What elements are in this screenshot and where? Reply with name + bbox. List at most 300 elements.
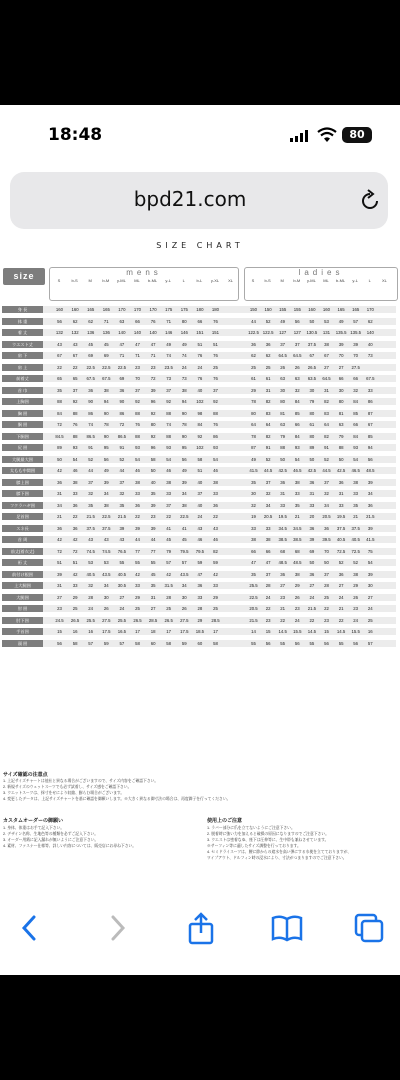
mens-cell: 24 <box>119 606 125 611</box>
mens-cell: 27.5 <box>102 617 111 623</box>
mens-cell: 78 <box>181 422 187 427</box>
ladies-cell: 29 <box>294 583 300 588</box>
mens-cell: 88 <box>166 410 172 416</box>
ladies-cell: 88 <box>338 445 344 450</box>
ladies-cell: 63 <box>280 376 286 381</box>
mens-cell: 92 <box>135 399 140 404</box>
mens-cell: 38 <box>181 387 187 393</box>
mens-cell: 49 <box>166 341 172 347</box>
ladies-cell: 50 <box>324 560 329 565</box>
mens-cell: 23 <box>150 364 156 370</box>
ladies-cell: 23 <box>294 606 300 611</box>
ladies-cell: 24 <box>353 617 359 623</box>
mens-cell: 40.5 <box>86 571 95 577</box>
ladies-cell: 25 <box>265 364 271 370</box>
mens-cell: 47 <box>135 341 140 347</box>
tabs-icon[interactable] <box>352 911 386 945</box>
ladies-cell: 48.5 <box>278 560 287 565</box>
row-label: 前付け根囲 <box>2 571 43 578</box>
mens-cell: 69 <box>119 376 125 381</box>
ladies-cell: 30 <box>280 387 286 393</box>
ladies-cell: 55 <box>309 640 315 646</box>
ladies-cell: 63.5 <box>307 376 317 381</box>
ladies-cell: 23 <box>324 617 329 623</box>
mens-cell: 67 <box>72 353 78 358</box>
ladies-size-header: b-M <box>293 278 301 283</box>
mens-cell: 30.5 <box>117 583 127 588</box>
mens-cell: 37 <box>88 479 94 485</box>
row-label: 頭 囲 <box>2 640 43 647</box>
row-label: フクラハギ囲 <box>2 502 43 509</box>
ladies-cell: 62 <box>367 318 373 324</box>
ladies-cell: 93 <box>294 445 300 450</box>
ladies-cell: 15.5 <box>293 629 302 634</box>
mens-cell: 39 <box>135 525 140 531</box>
mens-cell: 92 <box>197 433 203 439</box>
ladies-cell: 31 <box>280 491 286 496</box>
mens-cell: 29 <box>213 594 218 600</box>
mens-cell: 29 <box>197 617 203 623</box>
ladies-cell: 52 <box>353 560 359 565</box>
mens-cell: 76 <box>213 353 218 358</box>
mens-cell: 36 <box>197 583 203 588</box>
ladies-cell: 22 <box>309 617 315 623</box>
ladies-cell: 155 <box>279 307 287 312</box>
row-label: 尻 囲 <box>2 444 43 451</box>
mens-cell: 36 <box>119 387 125 393</box>
mens-cell: 35 <box>150 491 156 496</box>
ladies-cell: 165 <box>337 307 345 312</box>
mens-cell: 91 <box>119 445 125 450</box>
mens-cell: 45 <box>88 341 94 347</box>
mens-cell: 57 <box>166 560 172 565</box>
mens-cell: 51 <box>213 341 218 347</box>
mens-cell: 59 <box>181 640 187 646</box>
ladies-cell: 87 <box>367 410 373 416</box>
mens-cell: 40 <box>197 479 203 485</box>
ladies-cell: 83 <box>324 410 329 416</box>
mens-cell: 95 <box>103 445 109 450</box>
mens-cell: 76 <box>197 376 203 381</box>
ladies-cell: 78 <box>251 399 256 404</box>
mens-cell: 43 <box>213 525 218 531</box>
mens-cell: 66 <box>197 318 203 324</box>
ladies-cell: 80 <box>309 410 315 416</box>
mens-cell: 22 <box>72 514 78 519</box>
mens-cell: 45 <box>181 537 187 542</box>
forward-icon[interactable] <box>100 911 134 945</box>
mens-cell: 26.5 <box>70 617 80 623</box>
ladies-cell: 73 <box>367 353 373 358</box>
mens-cell: 65 <box>57 376 62 381</box>
mens-cell: 67.5 <box>86 376 95 381</box>
mens-cell: 43 <box>88 537 94 542</box>
mens-cell: 151 <box>196 330 204 335</box>
ladies-cell: 53 <box>324 318 329 324</box>
mens-cell: 38 <box>166 479 172 485</box>
ladies-cell: 34.5 <box>293 525 302 531</box>
ladies-cell: 86 <box>367 399 373 404</box>
ladies-cell: 41.5 <box>249 468 258 473</box>
ladies-cell: 83 <box>265 410 271 416</box>
ladies-cell: 38 <box>251 537 256 542</box>
mens-cell: 146 <box>180 330 188 335</box>
ladies-cell: 22 <box>338 617 344 623</box>
ladies-cell: 55 <box>280 640 286 646</box>
mens-cell: 46 <box>72 468 78 473</box>
mens-cell: 74.5 <box>102 548 111 554</box>
battery-indicator: 80 <box>342 127 372 143</box>
ladies-cell: 31 <box>265 387 271 393</box>
mens-cell: 36 <box>88 387 94 393</box>
ladies-cell: 33 <box>338 502 344 508</box>
mens-cell: 146 <box>165 330 173 335</box>
mens-cell: 58 <box>166 640 172 646</box>
ladies-cell: 14.5 <box>307 629 317 634</box>
mens-cell: 27 <box>119 594 125 600</box>
ladies-cell: 66 <box>265 548 271 554</box>
ladies-cell: 36 <box>265 341 271 347</box>
mens-cell: 79.5 <box>180 548 189 554</box>
ladies-cell: 23 <box>280 594 286 600</box>
mens-cell: 88 <box>72 410 78 416</box>
ladies-cell: 38 <box>294 571 300 577</box>
ladies-cell: 160 <box>308 307 316 312</box>
row-label: 着 丈 <box>2 329 43 336</box>
ladies-cell: 26 <box>353 594 359 600</box>
mens-cell: 58 <box>197 456 203 462</box>
note-line: 2. 脱着時に強い力を加えると破損の原因になりますのでご注意下さい。 <box>207 832 329 836</box>
mens-cell: 42 <box>57 468 62 473</box>
mens-cell: 90 <box>88 399 94 404</box>
ladies-cell: 21.5 <box>249 617 258 623</box>
wifi-icon <box>317 127 337 143</box>
ladies-cell: 36 <box>309 571 315 577</box>
ladies-cell: 67 <box>367 422 373 427</box>
mens-cell: 62 <box>72 318 78 324</box>
ladies-cell: 80 <box>338 399 344 404</box>
mens-cell: 132 <box>55 330 64 335</box>
ladies-cell: 30 <box>338 387 344 393</box>
mens-cell: 79 <box>166 548 172 554</box>
row-label: 足首囲 <box>2 513 43 520</box>
note-line: 3. ウエストは密着なゆ、座下は圧伸等に、生中帯も兼ねさせています。 <box>207 838 329 842</box>
ladies-cell: 127 <box>293 330 301 335</box>
mens-cell: 59 <box>213 560 218 565</box>
ladies-cell: 25 <box>251 364 256 370</box>
ladies-cell: 56 <box>294 318 300 324</box>
ladies-cell: 50 <box>309 318 315 324</box>
ladies-cell: 27 <box>367 594 373 600</box>
mens-cell: 32 <box>88 583 94 588</box>
ladies-cell: 24 <box>265 594 271 600</box>
mens-cell: 58 <box>150 456 156 462</box>
ladies-cell: 80 <box>280 399 286 404</box>
mens-cell: 22 <box>72 364 78 370</box>
ladies-cell: 34 <box>265 502 271 508</box>
mens-cell: 170 <box>118 307 126 312</box>
ladies-cell: 32 <box>353 387 359 393</box>
mens-cell: 92 <box>150 410 156 416</box>
ladies-cell: 22.5 <box>249 594 258 600</box>
ladies-cell: 25 <box>367 617 373 623</box>
ladies-cell: 14.5 <box>336 629 346 634</box>
ladies-cell: 37 <box>265 571 271 577</box>
ladies-cell: 84 <box>353 433 359 439</box>
share-icon[interactable] <box>184 911 218 945</box>
mens-cell: 17 <box>135 629 140 634</box>
mens-cell: 92 <box>213 399 218 404</box>
ladies-cell: 68 <box>294 548 300 554</box>
ladies-cell: 80 <box>309 433 315 439</box>
row-label: 膝上囲 <box>2 479 43 486</box>
mens-cell: 52 <box>119 456 125 462</box>
mens-cell: 74 <box>181 353 187 358</box>
mens-cell: 92 <box>150 433 156 439</box>
mens-cell: 62 <box>88 318 94 324</box>
mens-cell: 74 <box>166 422 172 427</box>
row-label: スネ長 <box>2 525 43 532</box>
ladies-cell: 93 <box>353 445 359 450</box>
bookmarks-icon[interactable] <box>270 911 304 945</box>
mens-cell: 23 <box>150 514 156 519</box>
ladies-cell: 165 <box>352 307 360 312</box>
mens-cell: 33 <box>213 491 218 496</box>
ladies-cell: 61 <box>265 376 271 381</box>
mens-cell: 30 <box>181 594 187 600</box>
mens-cell: 33 <box>135 583 140 588</box>
back-icon[interactable] <box>14 911 48 945</box>
ladies-cell: 21.5 <box>307 606 317 611</box>
mens-cell: 36 <box>57 525 62 531</box>
mens-cell: 46 <box>166 468 172 473</box>
mens-cell: 42 <box>72 537 78 542</box>
mens-cell: 71 <box>119 353 125 358</box>
ladies-cell: 39 <box>367 525 373 531</box>
ladies-cell: 79 <box>338 433 344 439</box>
mens-cell: 94 <box>181 399 187 404</box>
mens-cell: 36 <box>72 502 78 508</box>
ladies-cell: 24 <box>338 594 344 600</box>
mens-cell: 25.5 <box>86 617 95 623</box>
address-bar[interactable] <box>10 172 388 229</box>
mens-cell: 31 <box>57 583 62 588</box>
mens-cell: 45 <box>103 341 109 347</box>
mens-cell: 45 <box>166 537 172 542</box>
size-chart-page <box>0 233 400 928</box>
mens-cell: 33 <box>72 491 78 496</box>
mens-cell: 38 <box>72 479 78 485</box>
mens-cell: 73 <box>181 376 187 381</box>
ladies-cell: 34 <box>367 491 373 496</box>
mens-cell: 39 <box>150 525 156 531</box>
mens-cell: 28 <box>88 594 94 600</box>
mens-cell: 86.5 <box>117 433 127 439</box>
mens-cell: 35 <box>150 583 156 588</box>
note-line: 4. 素材、ファスナー仕様等、詳しい内容については、販売店にお尋ね下さい。 <box>3 844 137 848</box>
mens-cell: 25.5 <box>117 617 127 623</box>
mens-cell: 72 <box>57 422 62 427</box>
mens-cell: 36 <box>72 525 78 531</box>
mens-size-header: y-XL <box>210 278 220 283</box>
mens-cell: 94 <box>103 399 109 404</box>
ladies-cell: 37.5 <box>307 341 317 347</box>
ladies-cell: 21.5 <box>366 514 375 519</box>
mens-cell: 42 <box>166 571 172 577</box>
ladies-cell: 27 <box>338 583 344 588</box>
mens-cell: 42 <box>57 537 62 542</box>
ladies-size-header: XL <box>381 278 387 283</box>
ladies-cell: 48.5 <box>293 560 302 565</box>
ladies-cell: 26.5 <box>307 364 317 370</box>
mens-cell: 72 <box>119 422 125 427</box>
ladies-cell: 21 <box>338 606 344 611</box>
mens-size-header: y-ML <box>116 278 126 283</box>
ladies-cell: 35 <box>294 502 300 508</box>
mens-cell: 38 <box>135 479 140 485</box>
mens-cell: 93 <box>135 445 140 450</box>
ladies-cell: 70 <box>338 353 344 358</box>
note-line: 4. セミドライスーツは、腰に節からの遮水を高い弾にする水使を立てておりますが、 <box>207 850 352 854</box>
mens-cell: 16 <box>88 629 94 634</box>
mens-cell: 16.5 <box>117 629 127 634</box>
mens-cell: 44 <box>119 468 125 473</box>
mens-cell: 43 <box>119 537 125 542</box>
ladies-size-header: L <box>368 278 371 283</box>
reload-icon[interactable] <box>360 189 382 213</box>
mens-cell: 53 <box>103 560 109 565</box>
mens-cell: 37 <box>166 502 172 508</box>
mens-cell: 40 <box>150 479 156 485</box>
mens-cell: 31 <box>57 491 62 496</box>
row-label: ウエスト丈 <box>2 341 43 348</box>
size-notes-title: サイズ確認の注意点 <box>3 772 48 778</box>
mens-cell: 96 <box>150 445 156 450</box>
ladies-cell: 33 <box>251 525 256 531</box>
mens-cell: 24 <box>197 514 203 519</box>
ladies-cell: 28 <box>265 583 271 588</box>
ladies-cell: 66 <box>251 548 256 554</box>
mens-cell: 16 <box>72 629 78 634</box>
mens-cell: 23.5 <box>164 364 173 370</box>
mens-cell: 67 <box>57 353 62 358</box>
mens-size-header: L <box>182 278 185 283</box>
row-label: 首 巾 <box>2 387 43 394</box>
mens-size-header: S <box>57 278 61 283</box>
mens-cell: 33 <box>166 491 172 496</box>
mens-cell: 22.5 <box>117 364 127 370</box>
mens-cell: 41 <box>166 525 172 531</box>
ladies-cell: 35 <box>251 479 256 485</box>
ladies-cell: 50 <box>309 560 315 565</box>
ladies-cell: 130.5 <box>306 330 318 335</box>
status-bar <box>0 105 400 167</box>
mens-cell: 165 <box>87 307 95 312</box>
mens-cell: 175 <box>180 307 188 312</box>
ladies-cell: 50 <box>280 456 286 462</box>
mens-cell: 57 <box>181 560 187 565</box>
ladies-cell: 37.5 <box>351 525 360 531</box>
ladies-cell: 30 <box>251 491 256 496</box>
ladies-cell: 37.5 <box>336 525 346 531</box>
mens-cell: 46 <box>213 468 218 473</box>
ladies-cell: 39 <box>367 479 373 485</box>
mens-cell: 76 <box>213 318 218 324</box>
ladies-cell: 80 <box>251 410 256 416</box>
mens-cell: 165 <box>102 307 110 312</box>
mens-cell: 53 <box>88 560 94 565</box>
ladies-cell: 82 <box>265 433 271 439</box>
mens-cell: 59 <box>197 560 203 565</box>
mens-cell: 40.5 <box>117 571 127 577</box>
ladies-cell: 29 <box>251 387 256 393</box>
ladies-cell: 32 <box>265 491 271 496</box>
ladies-cell: 42.5 <box>336 468 346 473</box>
mens-cell: 33 <box>135 491 140 496</box>
mens-cell: 17.5 <box>102 629 111 634</box>
mens-cell: 73 <box>166 376 172 381</box>
mens-cell: 70 <box>135 376 140 381</box>
mens-cell: 22.5 <box>180 514 189 519</box>
ladies-cell: 47 <box>265 560 271 565</box>
mens-cell: 57 <box>88 640 94 646</box>
ladies-cell: 56 <box>324 640 329 646</box>
mens-cell: 102 <box>196 445 204 450</box>
ladies-cell: 15 <box>324 629 329 634</box>
url-text[interactable]: bpd21.com <box>133 187 247 211</box>
mens-cell: 40 <box>197 502 203 508</box>
ladies-cell: 150 <box>249 307 258 312</box>
ladies-cell: 56 <box>265 640 271 646</box>
mens-cell: 18.5 <box>195 629 205 634</box>
ladies-cell: 39 <box>353 341 359 347</box>
ladies-cell: 57 <box>367 640 373 646</box>
ladies-cell: 26 <box>280 364 286 370</box>
mens-cell: 76 <box>213 376 218 381</box>
mens-size-header: b-ML <box>148 278 158 283</box>
ladies-cell: 24 <box>309 594 315 600</box>
mens-cell: 90 <box>181 410 187 416</box>
row-label: 膝下囲 <box>2 490 43 497</box>
mens-cell: 24 <box>181 364 187 370</box>
mens-cell: 74.5 <box>86 548 95 554</box>
ladies-cell: 25.5 <box>249 583 258 588</box>
mens-group <box>49 267 239 301</box>
ladies-cell: 135.5 <box>350 330 362 335</box>
mens-cell: 69 <box>103 353 109 358</box>
mens-cell: 49 <box>103 468 109 473</box>
row-label: 胸 囲 <box>2 410 43 417</box>
mens-cell: 43 <box>72 341 78 347</box>
row-label: 太もも中間囲 <box>2 467 43 474</box>
mens-cell: 102 <box>196 399 204 404</box>
custom-notes-title: カスタムオーダーの御願い <box>3 818 64 824</box>
ladies-size-header: y-L <box>352 278 358 283</box>
ladies-cell: 20.5 <box>263 514 273 519</box>
mens-cell: 160 <box>55 307 64 312</box>
ladies-cell: 46.5 <box>293 468 302 473</box>
mens-cell: 82 <box>213 548 218 554</box>
ladies-cell: 52 <box>324 456 329 462</box>
ladies-cell: 26 <box>294 594 300 600</box>
mens-cell: 22.5 <box>86 364 95 370</box>
ladies-cell: 56 <box>294 640 300 646</box>
ladies-cell: 63 <box>338 422 344 427</box>
ladies-cell: 15.5 <box>351 629 360 634</box>
mens-cell: 24 <box>88 606 94 611</box>
mens-cell: 90 <box>181 433 187 439</box>
row-label: 首 周 <box>2 536 43 543</box>
